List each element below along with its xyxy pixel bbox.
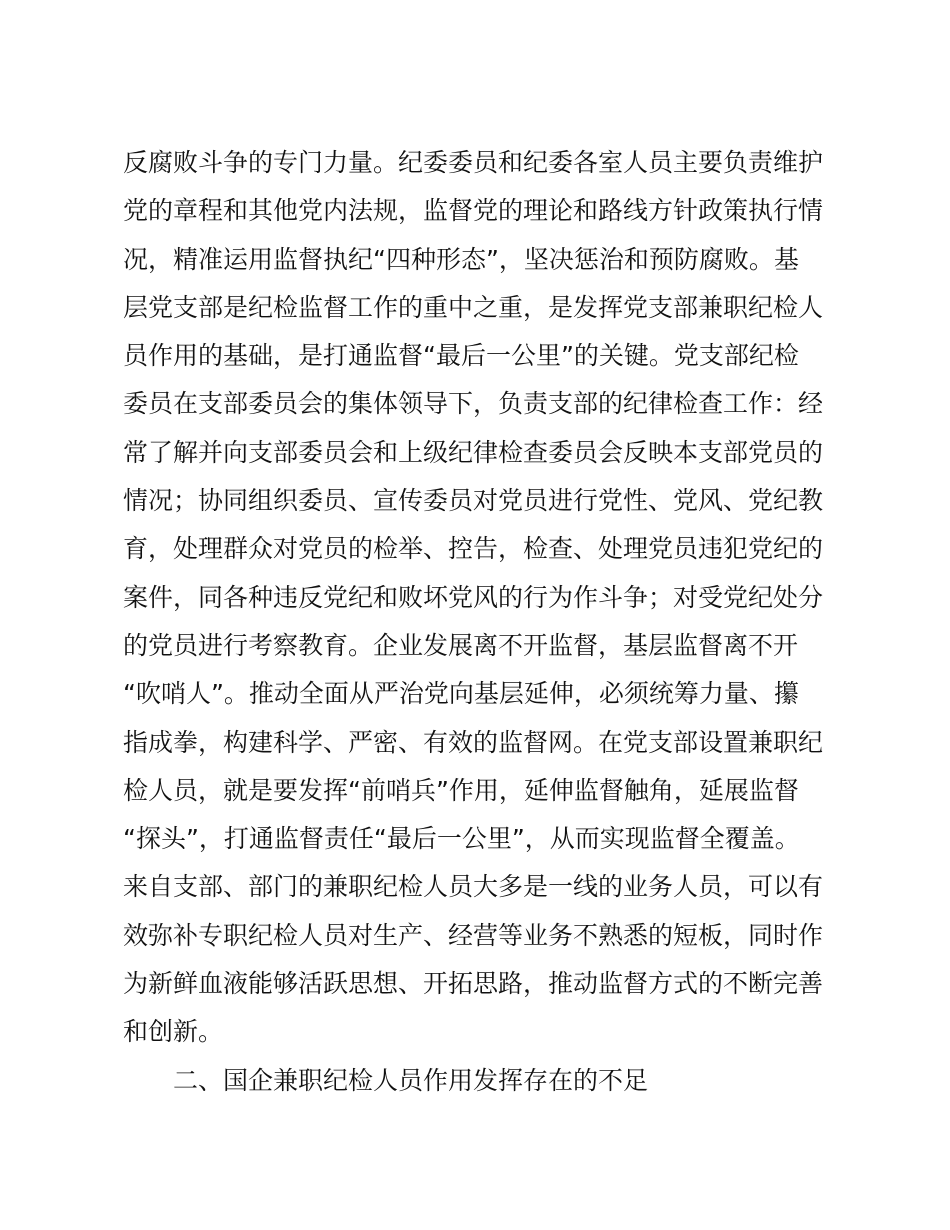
paragraph-line: 党的章程和其他党内法规，监督党的理论和路线方针政策执行情 bbox=[123, 196, 824, 226]
paragraph-line: 委员在支部委员会的集体领导下，负责支部的纪律检查工作：经 bbox=[123, 389, 824, 419]
section-heading: 二、国企兼职纪检人员作用发挥存在的不足 bbox=[173, 1065, 649, 1095]
body-text bbox=[123, 139, 843, 1105]
paragraph-line: 检人员，就是要发挥“前哨兵”作用，延伸监督触角，延展监督 bbox=[123, 775, 799, 805]
paragraph-line: 来自支部、部门的兼职纪检人员大多是一线的业务人员，可以有 bbox=[123, 872, 824, 902]
paragraph-line: 员作用的基础，是打通监督“最后一公里”的关键。党支部纪检 bbox=[123, 341, 799, 371]
paragraph-line: “吹哨人”。推动全面从严治党向基层延伸，必须统筹力量、攥 bbox=[123, 679, 799, 709]
paragraph-line: 效弥补专职纪检人员对生产、经营等业务不熟悉的短板，同时作 bbox=[123, 920, 824, 950]
paragraph-line: 况，精准运用监督执纪“四种形态”，坚决惩治和预防腐败。基 bbox=[123, 244, 799, 274]
paragraph-line: 情况；协同组织委员、宣传委员对党员进行党性、党风、党纪教 bbox=[123, 486, 824, 516]
paragraph-line: 指成拳，构建科学、严密、有效的监督网。在党支部设置兼职纪 bbox=[123, 727, 824, 757]
paragraph-line: “探头”，打通监督责任“最后一公里”，从而实现监督全覆盖。 bbox=[123, 824, 800, 854]
paragraph-line: 为新鲜血液能够活跃思想、开拓思路，推动监督方式的不断完善 bbox=[123, 969, 824, 999]
paragraph-line: 常了解并向支部委员会和上级纪律检查委员会反映本支部党员的 bbox=[123, 437, 824, 467]
paragraph-line: 育，处理群众对党员的检举、控告，检查、处理党员违犯党纪的 bbox=[123, 534, 824, 564]
paragraph-line: 和创新。 bbox=[123, 1017, 224, 1047]
paragraph-line: 的党员进行考察教育。企业发展离不开监督，基层监督离不开 bbox=[123, 630, 799, 660]
paragraph-line: 层党支部是纪检监督工作的重中之重，是发挥党支部兼职纪检人 bbox=[123, 292, 824, 322]
paragraph-line: 反腐败斗争的专门力量。纪委委员和纪委各室人员主要负责维护 bbox=[123, 148, 824, 177]
paragraph-line: 案件，同各种违反党纪和败坏党风的行为作斗争；对受党纪处分 bbox=[123, 582, 824, 612]
